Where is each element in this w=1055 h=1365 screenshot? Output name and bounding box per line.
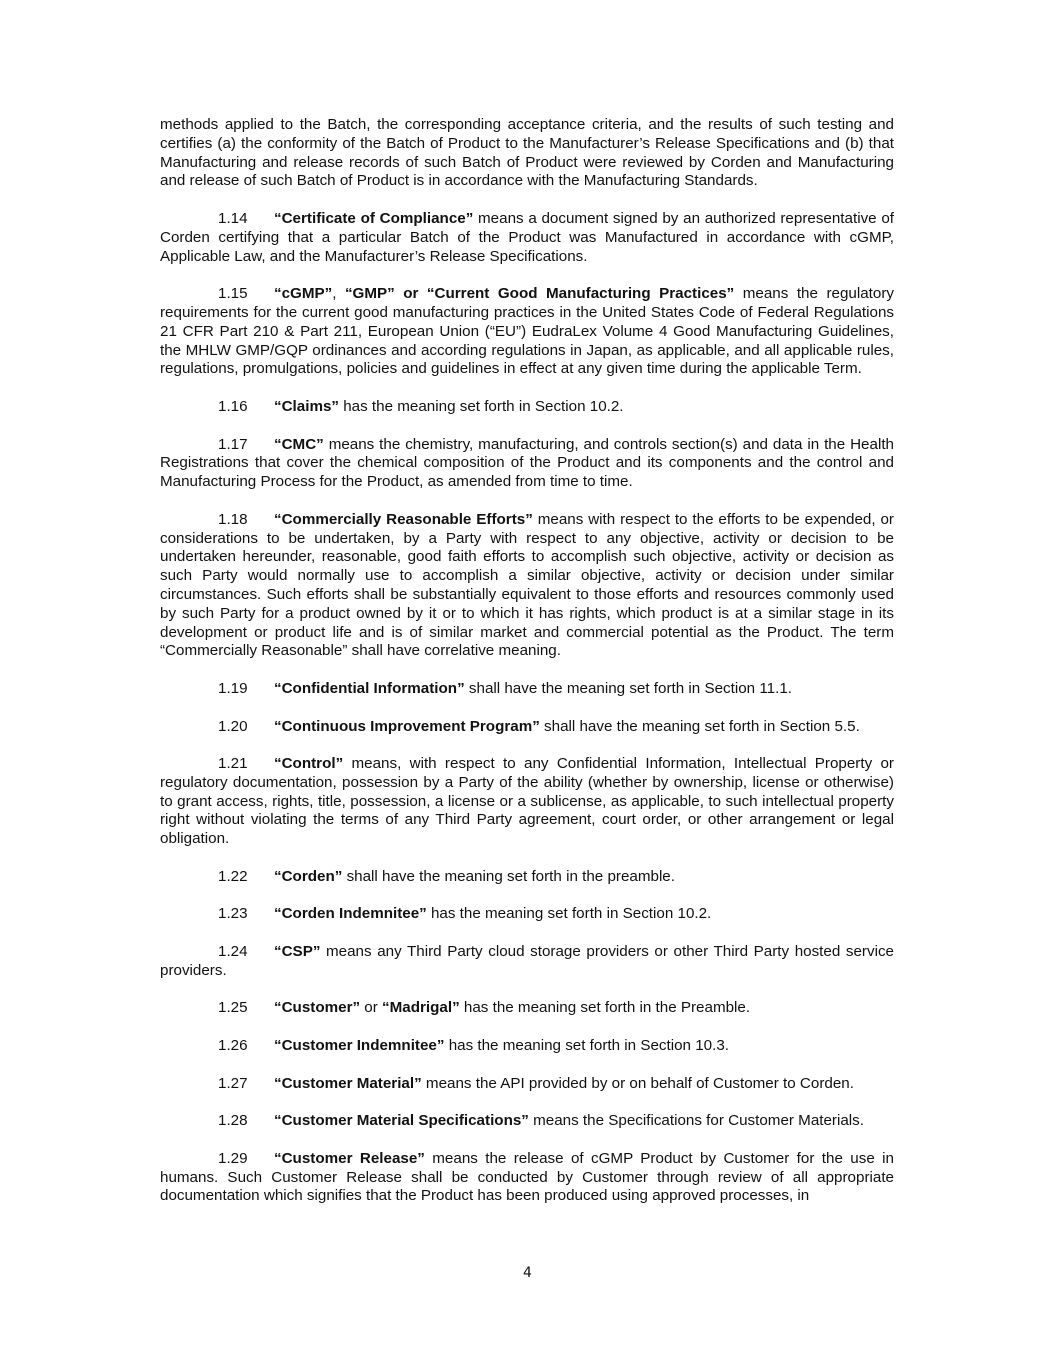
definition-1-25 (160, 999, 894, 1018)
section-number: 1.29 (218, 1149, 248, 1167)
definition-1-16 (160, 398, 894, 417)
definition-text: shall have the meaning set forth in the preamble. (342, 867, 675, 885)
definition-text: shall have the meaning set forth in Section 11.1. (464, 679, 792, 697)
defined-term: “Continuous Improvement Program” (274, 717, 540, 735)
document-page (160, 116, 894, 1225)
defined-term: “Customer” (274, 999, 361, 1017)
definition-1-29 (160, 1150, 894, 1206)
definition-text: means the API provided by or on behalf of Customer to Corden. (421, 1074, 854, 1092)
definition-text: means with respect to the efforts to be expended, or considerations to be undertaken, by a Party with respect to any objective, activity or decision to be undertaken hereunder, reasonable, good faith efforts to accomplish such objective, activity or decision as such Party would normally use to accomplish a similar objective, activity or decision under similar circumstances. Such efforts shall be substantially equivalent to those efforts and resources commonly used by such Party for a product owned by it or to which it has rights, which product is at a similar stage in its development or product life and is of similar market and commercial potential as the Product. The term “Commercially Reasonable” shall have correlative meaning. (160, 510, 894, 660)
defined-term: “Customer Material” (274, 1074, 422, 1092)
defined-term: “Certificate of Compliance” (274, 209, 474, 227)
definition-text: has the meaning set forth in Section 10.2. (426, 905, 712, 923)
defined-term: “Corden” (274, 867, 343, 885)
section-number: 1.23 (218, 905, 248, 923)
defined-term: “CSP” (274, 943, 321, 961)
definition-text: means the chemistry, manufacturing, and controls section(s) and data in the Health Registrations that cover the chemical composition of the Product and its components and the control and Manufacturing Process for the Product, as amended from time to time. (160, 435, 894, 491)
definition-text: means the Specifications for Customer Materials. (528, 1112, 864, 1130)
defined-term: “Madrigal” (382, 999, 460, 1017)
definition-text: has the meaning set forth in Section 10.3. (444, 1037, 729, 1055)
definitions-list (160, 210, 894, 1206)
term-separator: , (332, 285, 345, 303)
section-number: 1.22 (218, 867, 248, 885)
page-number: 4 (523, 1265, 532, 1281)
section-number: 1.21 (218, 755, 248, 773)
definition-1-28 (160, 1112, 894, 1131)
defined-term: “Customer Release” (274, 1149, 425, 1167)
section-number: 1.25 (218, 999, 248, 1017)
definition-1-20 (160, 718, 894, 737)
section-number: 1.16 (218, 397, 248, 415)
definition-text: means a document signed by an authorized representative of Corden certifying that a particular Batch of the Product was Manufactured in accordance with cGMP, Applicable Law, and the Manufacturer’s Release Specifications. (160, 209, 894, 265)
definition-1-19 (160, 680, 894, 699)
definition-1-27 (160, 1075, 894, 1094)
section-number: 1.27 (218, 1074, 248, 1092)
section-number: 1.18 (218, 510, 248, 528)
definition-1-14 (160, 210, 894, 266)
defined-term: “Control” (274, 755, 344, 773)
definition-1-22 (160, 868, 894, 887)
section-number: 1.24 (218, 943, 248, 961)
definition-text: means any Third Party cloud storage providers or other Third Party hosted service providers. (160, 943, 894, 979)
defined-term: “Customer Indemnitee” (274, 1037, 445, 1055)
definition-text: has the meaning set forth in Section 10.2. (339, 397, 624, 415)
definition-1-17 (160, 436, 894, 492)
section-number: 1.14 (218, 209, 248, 227)
definition-text: means the regulatory requirements for the current good manufacturing practices in the United States Code of Federal Regulations 21 CFR Part 210 & Part 211, European Union (“EU”) EudraLex Volume 4 Good Manufacturing Guidelines, the MHLW GMP/GQP ordinances and according regulations in Japan, as applicable, and all applicable rules, regulations, promulgations, policies and guidelines in effect at any given time during the applicable Term. (160, 285, 894, 378)
definition-1-18 (160, 511, 894, 661)
defined-term: “CMC” (274, 435, 324, 453)
intro-paragraph: methods applied to the Batch, the corresponding acceptance criteria, and the results of such testing and certifies (a) the conformity of the Batch of Product to the Manufacturer’s Release Specifications and (b) that Manufacturing and release records of such Batch of Product were reviewed by Corden and Manufacturing and release of such Batch of Product is in accordance with the Manufacturing Standards. (160, 116, 894, 190)
definition-text: means the release of cGMP Product by Customer for the use in humans. Such Customer Release shall be conducted by Customer through review of all appropriate documentation which signifies that the Product has been produced using approved processes, in (160, 1149, 894, 1205)
definition-text: means, with respect to any Confidential Information, Intellectual Property or regulatory documentation, possession by a Party of the ability (whether by ownership, license or otherwise) to grant access, rights, title, possession, a license or a sublicense, as applicable, to such intellectual property right without violating the terms of any Third Party agreement, court order, or other arrangement or legal obligation. (160, 755, 894, 848)
section-number: 1.20 (218, 717, 248, 735)
definition-1-15 (160, 285, 894, 379)
definition-1-21 (160, 755, 894, 849)
section-number: 1.28 (218, 1112, 248, 1130)
definition-text: has the meaning set forth in the Preamble. (459, 999, 751, 1017)
definition-1-26 (160, 1037, 894, 1056)
defined-term: “Confidential Information” (274, 679, 465, 697)
section-number: 1.17 (218, 435, 248, 453)
defined-term: “Commercially Reasonable Efforts” (274, 510, 533, 528)
defined-term: “Corden Indemnitee” (274, 905, 427, 923)
section-number: 1.15 (218, 285, 248, 303)
defined-term: “cGMP” (274, 285, 333, 303)
definition-text: shall have the meaning set forth in Section 5.5. (539, 717, 860, 735)
section-number: 1.26 (218, 1037, 248, 1055)
definition-1-23 (160, 905, 894, 924)
defined-term: “Claims” (274, 397, 339, 415)
definition-1-24 (160, 943, 894, 981)
defined-term: “Customer Material Specifications” (274, 1112, 529, 1130)
defined-term: “GMP” or “Current Good Manufacturing Practices” (344, 285, 735, 303)
section-number: 1.19 (218, 679, 248, 697)
term-separator: or (360, 999, 383, 1017)
